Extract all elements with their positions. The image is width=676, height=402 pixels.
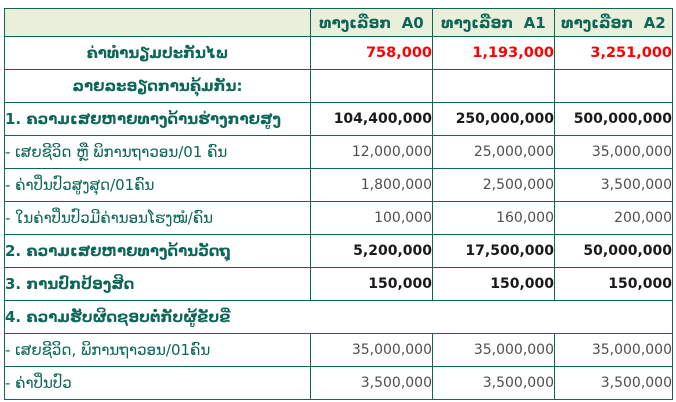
value-cell: 17,500,000 [433, 235, 555, 268]
row-label: 4. ຄວາມຮັບຜິດຊອບຕໍ່ກັບຜູ້ຂັບຂີ່ [5, 301, 673, 334]
value-cell: 2,500,000 [433, 169, 555, 202]
value-cell [433, 70, 555, 103]
value-cell: 3,500,000 [555, 367, 673, 400]
row-label: - ໃນຄ່າປິ່ນປົວມີຄ່ານອນໂຮງໝໍ/ຄົນ [5, 202, 311, 235]
value-cell: 25,000,000 [433, 136, 555, 169]
table-row [5, 169, 673, 202]
header-cell-option-a0: ທາງເລືອກ A0 [311, 9, 433, 37]
value-cell: 1,800,000 [311, 169, 433, 202]
value-cell: 150,000 [555, 268, 673, 301]
table-row [5, 202, 673, 235]
value-cell [555, 70, 673, 103]
row-label: 3. ການປົກປ້ອງສິດ [5, 268, 311, 301]
table-row [5, 301, 673, 334]
table-body [5, 37, 673, 400]
value-cell: 3,500,000 [433, 367, 555, 400]
value-cell: 150,000 [311, 268, 433, 301]
value-cell [311, 70, 433, 103]
value-cell: 12,000,000 [311, 136, 433, 169]
value-cell: 104,400,000 [311, 103, 433, 136]
table-row [5, 367, 673, 400]
table-row [5, 136, 673, 169]
row-label: 1. ຄວາມເສຍຫາຍທາງດ້ານຮ່າງກາຍສູງ [5, 103, 311, 136]
table-row [5, 334, 673, 367]
value-cell: 35,000,000 [555, 334, 673, 367]
row-label: ລາຍລະອຽດການຄຸ້ມກັນ: [5, 70, 311, 103]
header-cell-empty [5, 9, 311, 37]
table-row [5, 268, 673, 301]
value-cell: 200,000 [555, 202, 673, 235]
insurance-comparison-table [4, 8, 673, 400]
row-label: - ເສຍຊີວິດ, ພິການຖາວອນ/01ຄົນ [5, 334, 311, 367]
row-label: - ຄ່າປິ່ນປົວສູງສຸດ/01ຄົນ [5, 169, 311, 202]
value-cell: 35,000,000 [555, 136, 673, 169]
row-label: - ຄ່າປິ່ນປົວ [5, 367, 311, 400]
header-cell-option-a1: ທາງເລືອກ A1 [433, 9, 555, 37]
value-cell: 35,000,000 [433, 334, 555, 367]
value-cell: 35,000,000 [311, 334, 433, 367]
table-row [5, 103, 673, 136]
row-label: - ເສຍຊີວິດ ຫຼື ພິການຖາວອນ/01 ຄົນ [5, 136, 311, 169]
value-cell: 1,193,000 [433, 37, 555, 70]
value-cell: 3,500,000 [311, 367, 433, 400]
table-header-row [5, 9, 673, 37]
row-label: ຄ່າທຳນຽມປະກັນໄພ [5, 37, 311, 70]
value-cell: 758,000 [311, 37, 433, 70]
row-label: 2. ຄວາມເສຍຫາຍທາງດ້ານວັດຖຸ [5, 235, 311, 268]
value-cell: 250,000,000 [433, 103, 555, 136]
value-cell: 160,000 [433, 202, 555, 235]
table-row [5, 70, 673, 103]
table-row [5, 235, 673, 268]
value-cell: 5,200,000 [311, 235, 433, 268]
header-cell-option-a2: ທາງເລືອກ A2 [555, 9, 673, 37]
value-cell: 3,251,000 [555, 37, 673, 70]
value-cell: 3,500,000 [555, 169, 673, 202]
value-cell: 150,000 [433, 268, 555, 301]
value-cell: 100,000 [311, 202, 433, 235]
value-cell: 500,000,000 [555, 103, 673, 136]
value-cell: 50,000,000 [555, 235, 673, 268]
table-row [5, 37, 673, 70]
